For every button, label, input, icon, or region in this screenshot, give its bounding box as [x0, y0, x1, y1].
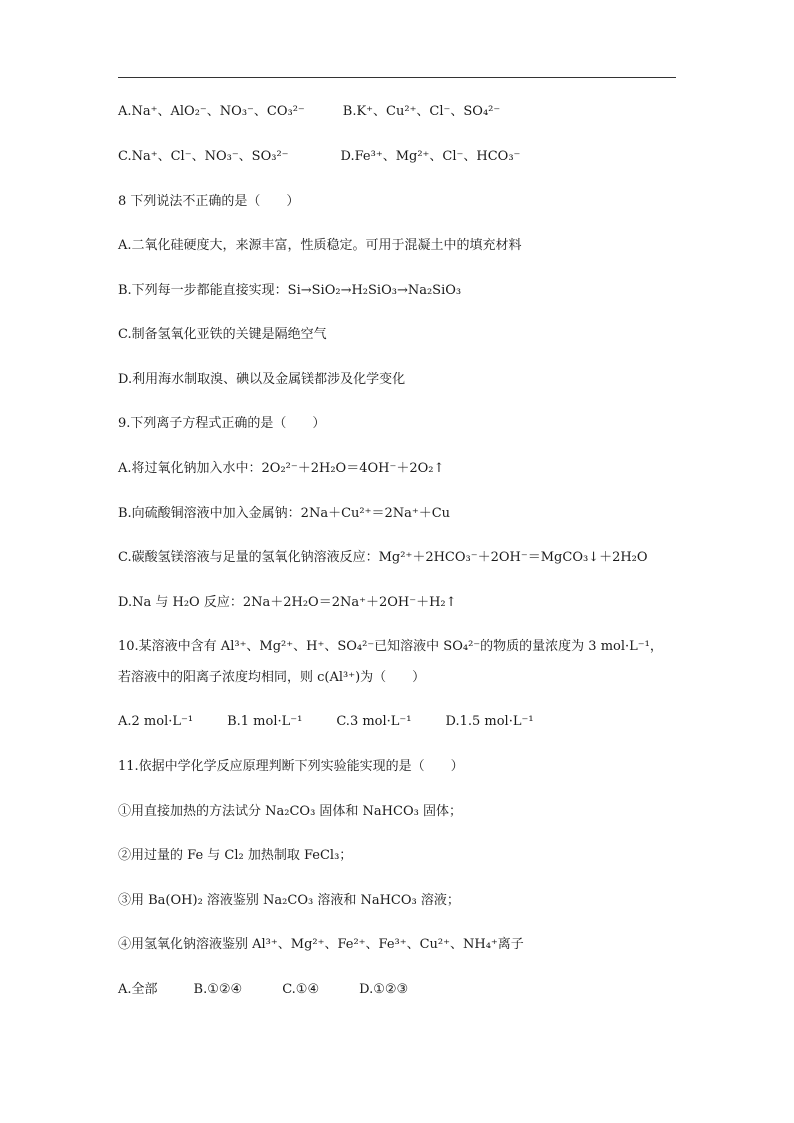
- q9-option-c: C.碳酸氢镁溶液与足量的氢氧化钠溶液反应：Mg²⁺＋2HCO₃⁻＋2OH⁻＝MgCO₃↓＋2H₂O: [118, 550, 648, 565]
- q8-option-b: B.下列每一步都能直接实现：Si→SiO₂→H₂SiO₃→Na₂SiO₃: [118, 283, 462, 298]
- q7-option-a: A.Na⁺、AlO₂⁻、NO₃⁻、CO₃²⁻: [118, 104, 305, 119]
- q10-options: [118, 714, 534, 730]
- q9-stem: 9.下列离子方程式正确的是（ ）: [118, 416, 326, 431]
- q7-option-b: B.K⁺、Cu²⁺、Cl⁻、SO₄²⁻: [342, 104, 501, 119]
- q10-option-c: C.3 mol·L⁻¹: [336, 714, 412, 729]
- q7-option-c: C.Na⁺、Cl⁻、NO₃⁻、SO₃²⁻: [118, 149, 289, 164]
- q7-options-row1: [118, 104, 500, 120]
- q7-option-d: D.Fe³⁺、Mg²⁺、Cl⁻、HCO₃⁻: [340, 149, 521, 164]
- q9-option-d: D.Na 与 H₂O 反应：2Na＋2H₂O＝2Na⁺＋2OH⁻＋H₂↑: [118, 595, 457, 610]
- q11-item-3: ③用 Ba(OH)₂ 溶液鉴别 Na₂CO₃ 溶液和 NaHCO₃ 溶液；: [118, 893, 460, 908]
- q7-options-row2: [118, 149, 520, 165]
- q9-option-a: A.将过氧化钠加入水中：2O₂²⁻＋2H₂O＝4OH⁻＋2O₂↑: [118, 461, 445, 476]
- header-rule: [118, 77, 676, 78]
- q8-option-a: A.二氧化硅硬度大，来源丰富，性质稳定。可用于混凝土中的填充材料: [118, 238, 522, 253]
- q11-item-1: ①用直接加热的方法试分 Na₂CO₃ 固体和 NaHCO₃ 固体；: [118, 804, 462, 819]
- q11-item-2: ②用过量的 Fe 与 Cl₂ 加热制取 FeCl₃；: [118, 848, 353, 863]
- q10-option-b: B.1 mol·L⁻¹: [227, 714, 303, 729]
- q9-option-b: B.向硫酸铜溶液中加入金属钠：2Na＋Cu²⁺＝2Na⁺＋Cu: [118, 506, 451, 521]
- q8-option-c: C.制备氢氧化亚铁的关键是隔绝空气: [118, 327, 327, 342]
- q11-options: [118, 982, 408, 998]
- q8-option-d: D.利用海水制取溴、碘以及金属镁都涉及化学变化: [118, 372, 406, 387]
- q11-option-a: A.全部: [118, 982, 158, 997]
- q11-item-4: ④用氢氧化钠溶液鉴别 Al³⁺、Mg²⁺、Fe²⁺、Fe³⁺、Cu²⁺、NH₄⁺离子: [118, 937, 524, 952]
- q10-stem-line1: 10.某溶液中含有 Al³⁺、Mg²⁺、H⁺、SO₄²⁻已知溶液中 SO₄²⁻的物质的量浓度为 3 mol·L⁻¹，: [118, 639, 663, 654]
- q10-option-a: A.2 mol·L⁻¹: [118, 714, 194, 729]
- q11-option-d: D.①②③: [359, 982, 409, 997]
- q10-stem-line2: 若溶液中的阳离子浓度均相同，则 c(Al³⁺)为（ ）: [118, 670, 426, 685]
- q10-option-d: D.1.5 mol·L⁻¹: [445, 714, 534, 729]
- q11-option-b: B.①②④: [193, 982, 243, 997]
- q8-stem: 8 下列说法不正确的是（ ）: [118, 194, 300, 209]
- q11-option-c: C.①④: [282, 982, 320, 997]
- q11-stem: 11.依据中学化学反应原理判断下列实验能实现的是（ ）: [118, 759, 464, 774]
